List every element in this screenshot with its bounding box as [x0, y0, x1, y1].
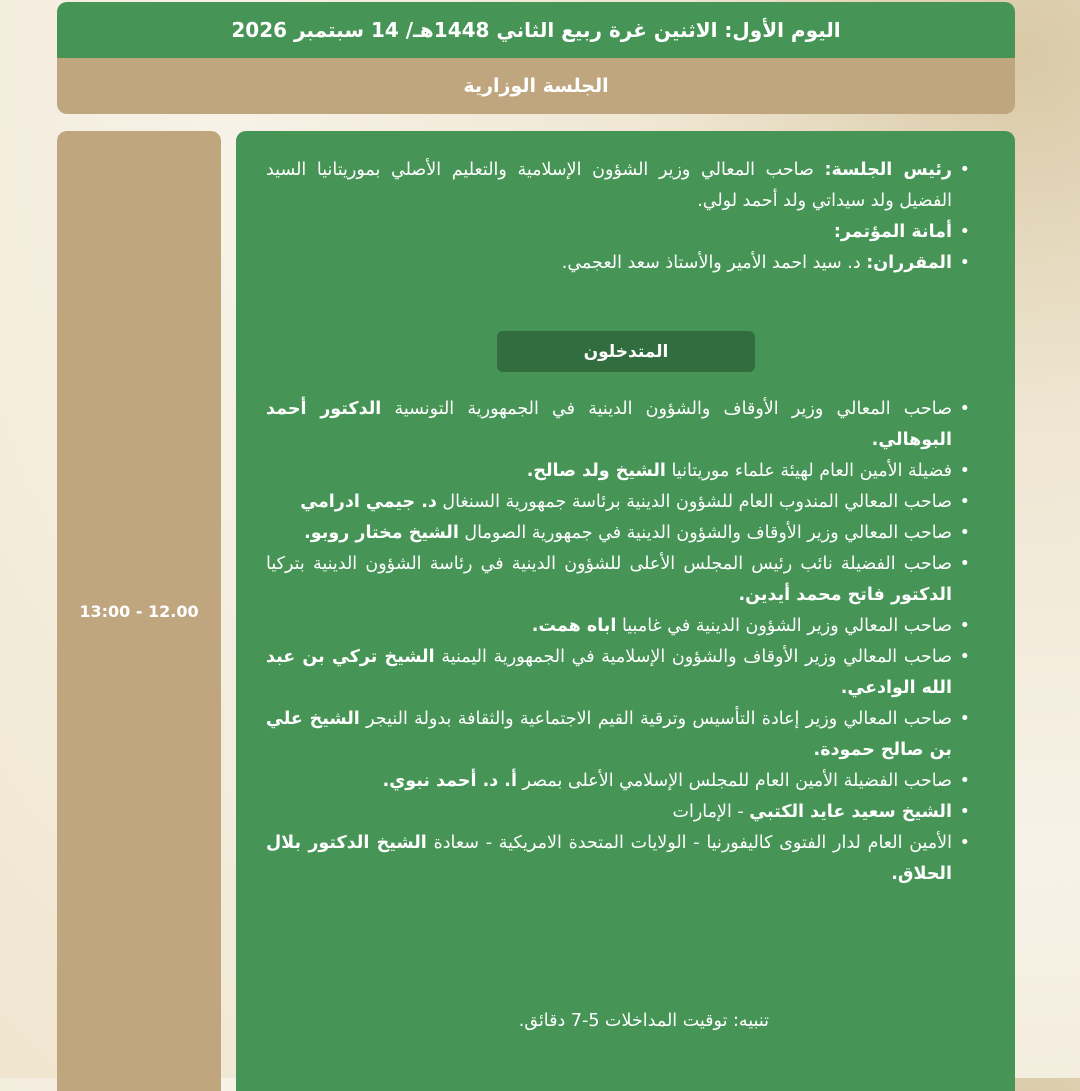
- day-title: اليوم الأول: الاثنين غرة ربيع الثاني 1448هـ/ 14 سبتمبر 2026: [231, 18, 841, 42]
- speakers-list: [266, 394, 952, 890]
- speaker-title: الأمين العام لدار الفتوى كاليفورنيا - الولايات المتحدة الامريكية - سعادة: [426, 833, 953, 853]
- list-item: [266, 828, 952, 890]
- speaker-title: صاحب المعالي وزير الأوقاف والشؤون الدينية في جمهورية الصومال: [458, 523, 952, 543]
- speaker-name: الشيخ الدكتور بلال الحلاق.: [266, 833, 952, 884]
- speaker-name: الشيخ تركي بن عبد الله الوادعي.: [266, 647, 952, 698]
- role-label: المقرران:: [866, 253, 952, 273]
- day-header: [57, 2, 1015, 58]
- list-item: [266, 518, 952, 549]
- timing-note: تنبيه: توقيت المداخلات 5-7 دقائق.: [518, 1011, 769, 1031]
- list-item: [266, 704, 952, 766]
- speaker-title: صاحب الفضيلة الأمين العام للمجلس الإسلامي الأعلى بمصر: [516, 771, 952, 791]
- list-item-secretariat: [266, 217, 952, 248]
- session-roles-list: [266, 155, 952, 279]
- speaker-title: صاحب المعالي المندوب العام للشؤون الدينية برئاسة جمهورية السنغال: [436, 492, 952, 512]
- session-header: [57, 58, 1015, 114]
- speaker-country: - الإمارات: [672, 802, 750, 822]
- time-slot-column: [57, 131, 221, 1091]
- list-item: [266, 456, 952, 487]
- speaker-title: صاحب المعالي وزير الأوقاف والشؤون الإسلامية في الجمهورية اليمنية: [434, 647, 953, 667]
- speaker-title: صاحب المعالي وزير الأوقاف والشؤون الدينية في الجمهورية التونسية: [381, 399, 952, 419]
- role-label: رئيس الجلسة:: [824, 160, 952, 180]
- speaker-name: د. جيمي ادرامي: [300, 492, 437, 512]
- role-text: د. سيد احمد الأمير والأستاذ سعد العجمي.: [561, 253, 867, 273]
- speaker-title: صاحب المعالي وزير الشؤون الدينية في غامبيا: [616, 616, 952, 636]
- role-text: صاحب المعالي وزير الشؤون الإسلامية والتعليم الأصلي بموريتانيا السيد الفضيل ولد سيداتي ولد أحمد لولي.: [266, 160, 952, 211]
- speaker-title: فضيلة الأمين العام لهيئة علماء موريتانيا: [665, 461, 952, 481]
- speakers-heading: [497, 331, 755, 372]
- list-item: [266, 642, 952, 704]
- session-content: [236, 131, 1015, 1091]
- list-item: [266, 549, 952, 611]
- list-item: [266, 394, 952, 456]
- list-item: [266, 611, 952, 642]
- speaker-name: الشيخ علي بن صالح حمودة.: [266, 709, 952, 760]
- speaker-name: الدكتور فاتح محمد أيدين.: [738, 585, 952, 605]
- role-label: أمانة المؤتمر:: [833, 222, 952, 242]
- speaker-title: صاحب الفضيلة نائب رئيس المجلس الأعلى للشؤون الدينية في رئاسة الشؤون الدينية بتركيا: [266, 554, 952, 574]
- list-item: [266, 766, 952, 797]
- session-name: الجلسة الوزارية: [463, 75, 609, 97]
- list-item-rapporteurs: [266, 248, 952, 279]
- speakers-title: المتدخلون: [583, 341, 669, 362]
- speaker-name: الشيخ سعيد عايد الكتبي: [749, 802, 952, 822]
- list-item: [266, 487, 952, 518]
- list-item: [266, 797, 952, 828]
- speaker-name: اباه همت.: [531, 616, 617, 636]
- speaker-name: الشيخ مختار روبو.: [304, 523, 459, 543]
- time-slot: 13:00 - 12.00: [79, 601, 199, 621]
- speaker-name: الشيخ ولد صالح.: [526, 461, 666, 481]
- speaker-name: الدكتور أحمد البوهالي.: [266, 399, 952, 450]
- speaker-name: أ. د. أحمد نبوي.: [382, 771, 517, 791]
- speaker-title: صاحب المعالي وزير إعادة التأسيس وترقية القيم الاجتماعية والثقافة بدولة النيجر: [359, 709, 953, 729]
- list-item-chair: [266, 155, 952, 217]
